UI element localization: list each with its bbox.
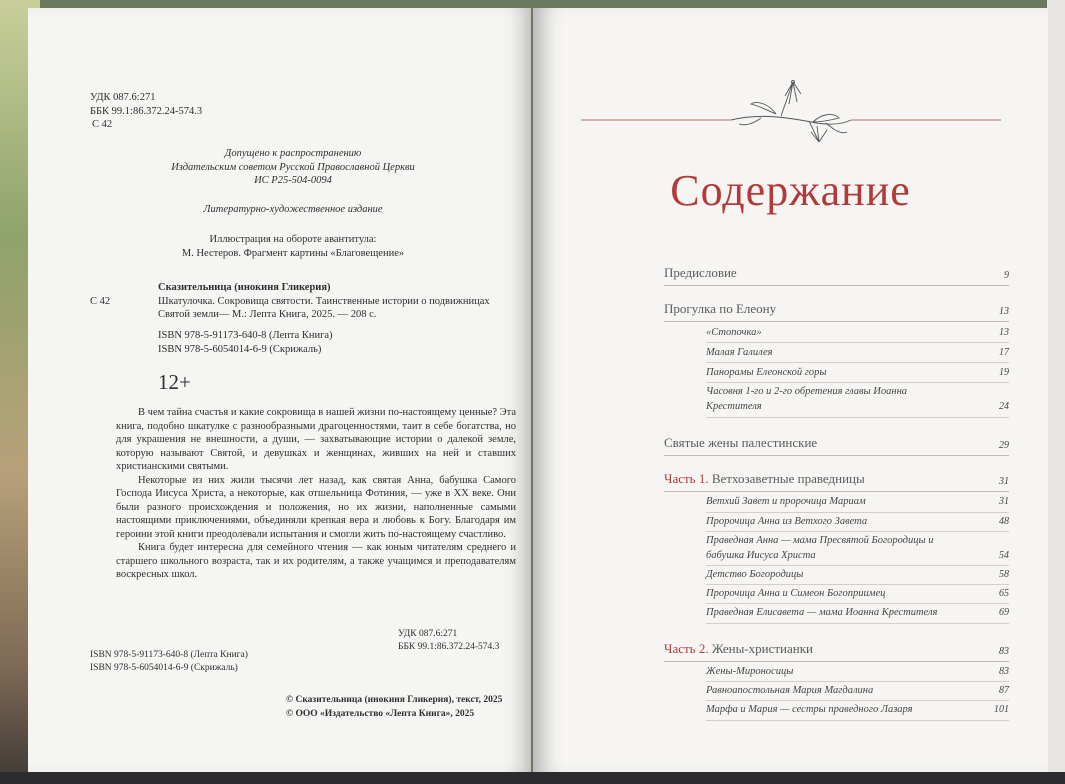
toc-page-number: 31 bbox=[999, 496, 1009, 507]
age-rating: 12+ bbox=[158, 370, 191, 394]
toc-entry-title: Праведная Елисавета — мама Иоанна Крестителя bbox=[706, 607, 938, 618]
isbn-block bbox=[158, 329, 333, 356]
toc-entry-title: Детство Богородицы bbox=[706, 569, 804, 580]
toc-entry-title: Равноапостольная Мария Магдалина bbox=[706, 685, 874, 696]
toc-entry-title: Прогулка по Елеону bbox=[664, 301, 777, 316]
divider bbox=[706, 565, 1009, 566]
toc-page-number: 54 bbox=[999, 550, 1009, 561]
toc-entry-title: Жены-Мироносицы bbox=[706, 666, 794, 677]
biblio-description: Шкатулочка. Сокровища святости. Таинственные истории о подвижницах bbox=[158, 295, 490, 307]
divider bbox=[706, 417, 1009, 418]
divider bbox=[664, 285, 1009, 286]
divider bbox=[706, 512, 1009, 513]
toc-entry-title: «Стопочка» bbox=[706, 327, 762, 338]
toc-page-number: 69 bbox=[999, 607, 1009, 618]
divider bbox=[706, 531, 1009, 532]
bbk-line: ББК 99.1:86.372.24-574.3 bbox=[90, 105, 203, 117]
udk-line: УДК 087.6:271 bbox=[398, 629, 458, 639]
toc-subentry bbox=[664, 514, 1009, 529]
author-name: Сказительница (инокиня Гликерия) bbox=[158, 282, 331, 293]
toc-page-number: 83 bbox=[999, 666, 1009, 677]
divider bbox=[706, 342, 1009, 343]
toc-subentry bbox=[664, 325, 1009, 340]
divider bbox=[706, 584, 1009, 585]
divider bbox=[664, 455, 1009, 456]
background-edge-bottom bbox=[0, 772, 1065, 784]
toc-entry-title: Пророчица Анна и Симеон Богоприимец bbox=[706, 588, 886, 599]
copyright-line: © ООО «Издательство «Лепта Книга», 2025 bbox=[286, 709, 475, 719]
illustration-credit bbox=[128, 233, 458, 260]
toc-subentry bbox=[664, 683, 1009, 698]
copyright-block bbox=[286, 693, 502, 721]
toc-entry-title: Пророчица Анна из Ветхого Завета bbox=[706, 516, 868, 527]
toc-subentry bbox=[664, 586, 1009, 601]
toc-page-number: 101 bbox=[994, 704, 1009, 715]
toc-entry-title: Жены-христианки bbox=[711, 641, 814, 656]
isbn-line: ISBN 978-5-91173-640-8 (Лепта Книга) bbox=[158, 330, 333, 341]
isbn-line: ISBN 978-5-6054014-6-9 (Скрижаль) bbox=[90, 662, 238, 673]
divider bbox=[706, 681, 1009, 682]
toc-subentry bbox=[664, 702, 1009, 717]
divider bbox=[706, 362, 1009, 363]
toc-page-number: 58 bbox=[999, 569, 1009, 580]
annotation-paragraph: Некоторые из них жили тысячи лет назад, как святая Анна, бабушка Самого Господа Иисуса Христа, а некоторые, как отшельница Фотиния, — уже в XX веке. Они были разного происхождения и положения, но их жизни, наполненные самыми настоящими приключениями, объединяли крепкая вера и любовь к Богу. Благодаря им героини этой книги преодолевали испытания и смогли жить по-настоящему счастливо. bbox=[116, 474, 516, 540]
toc-entry-part-1 bbox=[664, 471, 1009, 487]
toc-entry-title: Святые жены палестинские bbox=[664, 435, 818, 450]
toc-page-number: 65 bbox=[999, 588, 1009, 599]
toc-entry-title: Марфа и Мария — сестры праведного Лазаря bbox=[706, 704, 913, 715]
toc-page-number: 19 bbox=[999, 367, 1009, 378]
toc-entry-walk bbox=[664, 301, 1009, 317]
toc-subentry bbox=[664, 533, 1009, 563]
toc-entry-title: Часовня 1-го и 2-го обретения главы Иоанна Крестителя bbox=[706, 386, 908, 412]
divider bbox=[664, 321, 1009, 322]
divider bbox=[706, 720, 1009, 721]
udk-line: УДК 087.6:271 bbox=[90, 92, 156, 103]
toc-subentry bbox=[664, 664, 1009, 679]
toc-entry-title: Малая Галилея bbox=[706, 347, 773, 358]
part-label: Часть 2. bbox=[664, 641, 709, 656]
toc-subentry bbox=[664, 345, 1009, 360]
divider bbox=[706, 603, 1009, 604]
toc-page-number: 87 bbox=[999, 685, 1009, 696]
toc-entry-part-2 bbox=[664, 641, 1009, 657]
toc-entry-preface bbox=[664, 265, 1009, 281]
toc-page-number: 13 bbox=[999, 327, 1009, 338]
biblio-code: С 42 bbox=[90, 295, 111, 307]
approval-line: Допущено к распространению bbox=[224, 148, 362, 159]
isbn-line: ISBN 978-5-6054014-6-9 (Скрижаль) bbox=[158, 343, 322, 355]
divider bbox=[664, 491, 1009, 492]
toc-entry-title: Праведная Анна — мама Пресвятой Богородицы и бабушка Иисуса Христа bbox=[706, 535, 934, 561]
divider bbox=[706, 700, 1009, 701]
toc-subentry bbox=[664, 494, 1009, 509]
udk-block-top bbox=[90, 91, 202, 132]
lily-ornament-icon bbox=[581, 74, 1001, 144]
toc-page-number: 24 bbox=[999, 401, 1009, 412]
toc-page-number: 13 bbox=[999, 306, 1009, 317]
toc-subentry bbox=[664, 365, 1009, 380]
udk-block-bottom bbox=[398, 628, 499, 653]
annotation-paragraph: В чем тайна счастья и какие сокровища в нашей жизни по-настоящему ценные? Эта книга, подобно шкатулке с разнообразными драгоценностями, таит в себе богатства, но для украшения не внешности, а души, — захватывающие истории о далекой земле, которую называют Святой, и девушках и женщинах, живших на ней и ставших христианскими святыми. bbox=[116, 407, 516, 472]
toc-subentry bbox=[664, 567, 1009, 582]
toc-page-number: 17 bbox=[999, 347, 1009, 358]
toc-page-number: 83 bbox=[999, 646, 1009, 657]
annotation bbox=[116, 406, 516, 582]
toc-subentry bbox=[664, 384, 1009, 414]
background-edge-right bbox=[1047, 0, 1065, 784]
biblio-description-cont: Святой земли— М.: Лепта Книга, 2025. — 208 с. bbox=[158, 309, 377, 320]
toc-entry-holy-women bbox=[664, 435, 1009, 451]
divider bbox=[664, 661, 1009, 662]
isbn-line: ISBN 978-5-91173-640-8 (Лепта Книга) bbox=[90, 650, 248, 660]
bibliographic-record bbox=[90, 281, 510, 322]
church-approval bbox=[128, 147, 458, 188]
approval-line: Издательским советом Русской Православной Церкви bbox=[171, 161, 415, 173]
approval-line: ИС Р25-504-0094 bbox=[254, 175, 332, 186]
toc-page-number: 48 bbox=[999, 516, 1009, 527]
left-page-imprint bbox=[28, 8, 531, 772]
toc-page-number: 9 bbox=[1004, 270, 1009, 281]
toc-entry-title: Ветхий Завет и пророчица Мариам bbox=[706, 496, 866, 507]
genre-label: Литературно-художественное издание bbox=[203, 204, 383, 215]
toc-page-number: 31 bbox=[999, 476, 1009, 487]
part-label: Часть 1. bbox=[664, 471, 709, 486]
divider bbox=[706, 623, 1009, 624]
toc-entry-title: Панорамы Елеонской горы bbox=[706, 367, 827, 378]
copyright-line: © Сказительница (инокиня Гликерия), текст, 2025 bbox=[286, 695, 503, 705]
author-sign: С 42 bbox=[92, 119, 113, 130]
toc-entry-title: Ветхозаветные праведницы bbox=[711, 471, 865, 486]
bbk-line: ББК 99.1:86.372.24-574.3 bbox=[398, 641, 500, 652]
illustration-line: Иллюстрация на обороте авантитула: bbox=[209, 234, 377, 245]
isbn-block-bottom bbox=[90, 649, 248, 674]
annotation-paragraph: Книга будет интересна для семейного чтения — как юным читателям среднего и старшего школьного возраста, так и их родителям, а также учащимся и преподавателям воскресных школ. bbox=[116, 542, 516, 580]
right-page-contents bbox=[533, 8, 1048, 772]
page-title: Содержание bbox=[670, 166, 911, 215]
toc-entry-title: Предисловие bbox=[664, 265, 737, 280]
toc-page-number: 29 bbox=[999, 440, 1009, 451]
toc-subentry bbox=[664, 605, 1009, 620]
divider bbox=[706, 382, 1009, 383]
illustration-line: М. Нестеров. Фрагмент картины «Благовещение» bbox=[181, 247, 405, 259]
